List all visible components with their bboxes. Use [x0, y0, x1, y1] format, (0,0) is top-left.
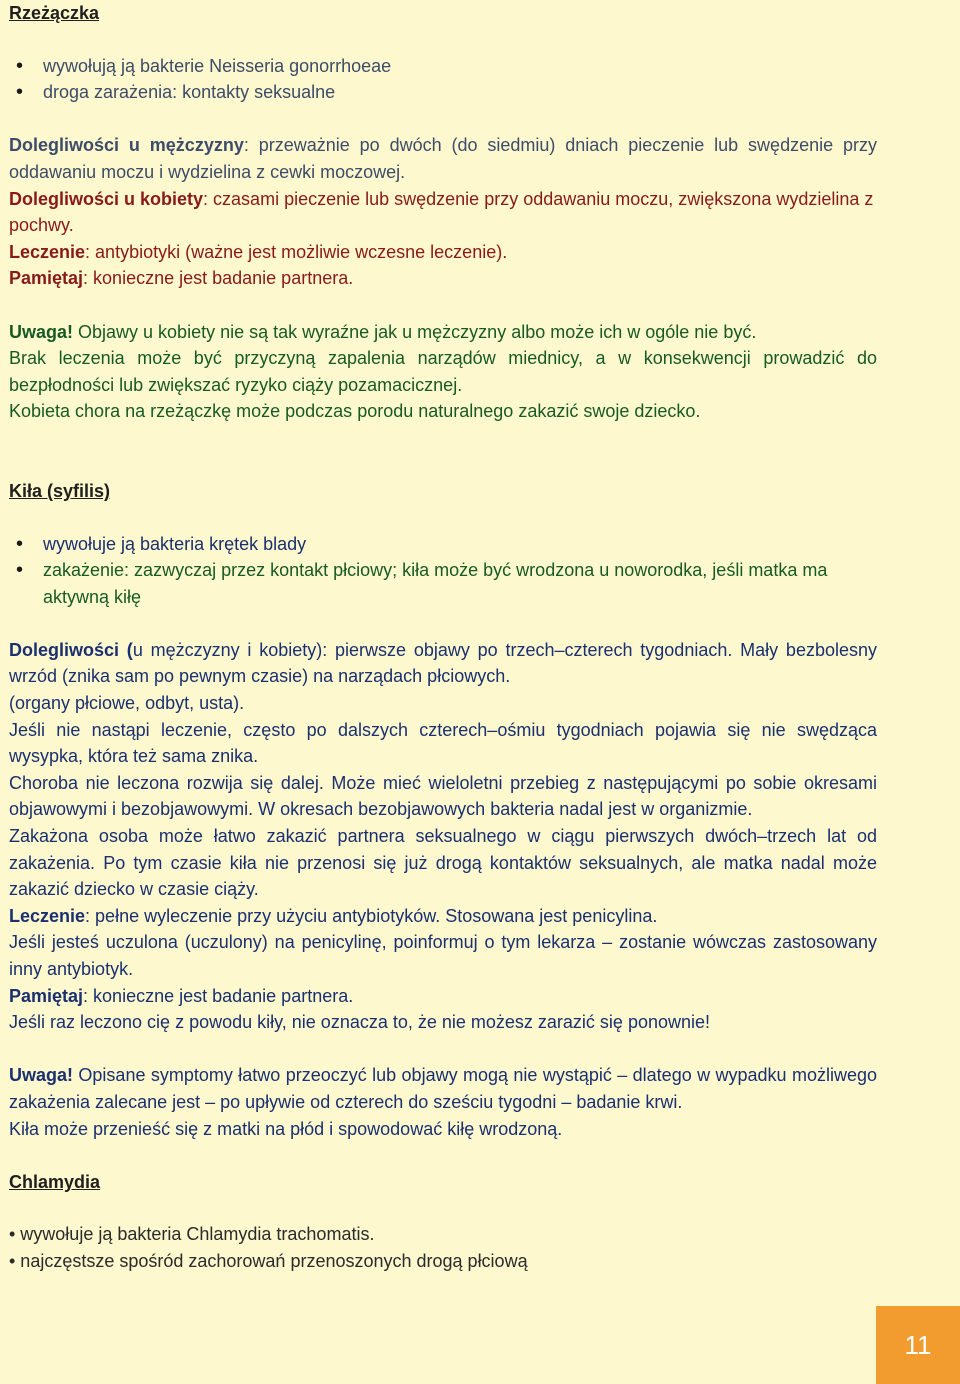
- gonorrhea-women-symptoms: Dolegliwości u kobiety: czasami pieczenie lub swędzenie przy oddawaniu moczu, zwiększona wydzielina z pochwy.: [9, 188, 874, 236]
- chlamydia-line-1: • wywołuje ją bakteria Chlamydia trachomatis.: [9, 1224, 375, 1245]
- gonorrhea-complications: Brak leczenia może być przyczyną zapalenia narządów miednicy, a w konsekwencji prowadzić do bezpłodności lub zwiększać ryzyko ciąży pozamacicznej.: [9, 348, 877, 395]
- syphilis-transmission: Zakażona osoba może łatwo zakazić partnera seksualnego w ciągu pierwszych dwóch–trzech lat od zakażenia. Po tym czasie kiła nie przenosi się już drogą kontaktów seksualnych, ale matka nadal może zakazić dziecko w czasie ciąży.: [9, 826, 877, 900]
- warning-label: Uwaga!: [9, 1065, 74, 1086]
- treatment-label: Leczenie: [9, 241, 86, 262]
- syphilis-reinfection: Jeśli raz leczono cię z powodu kiły, nie oznacza to, że nie możesz zarazić się ponownie!: [9, 1012, 711, 1033]
- syphilis-warning: Uwaga! Opisane symptomy łatwo przeoczyć lub objawy mogą nie wystąpić – dlatego w wypadku możliwego zakażenia zalecane jest – po upływie od czterech do sześciu tygodni – badanie krwi.: [9, 1065, 877, 1112]
- syphilis-congenital: Kiła może przenieść się z matki na płód i spowodować kiłę wrodzoną.: [9, 1118, 563, 1139]
- syphilis-bullet-list: [9, 531, 877, 611]
- list-item: • zakażenie: zazwyczaj przez kontakt płciowy; kiła może być wrodzona u noworodka, jeśli matka ma aktywną kiłę: [9, 557, 877, 610]
- gonorrhea-birth-risk: Kobieta chora na rzeżączkę może podczas porodu naturalnego zakazić swoje dziecko.: [9, 401, 701, 422]
- syphilis-remember: Pamiętaj: konieczne jest badanie partnera.: [9, 985, 354, 1006]
- gonorrhea-treatment: Leczenie: antybiotyki (ważne jest możliwie wczesne leczenie).: [9, 241, 508, 262]
- syphilis-symptoms: Dolegliwości (u mężczyzny i kobiety): pierwsze objawy po trzech–czterech tygodniach. Mały bezbolesny wrzód (znika sam po pewnym czasie) na narządach płciowych.: [9, 639, 877, 687]
- page-number-badge: [876, 1306, 960, 1384]
- gonorrhea-bullet-list: [9, 53, 877, 106]
- chlamydia-line-2: • najczęstsze spośród zachorowań przenoszonych drogą płciową: [9, 1250, 528, 1271]
- syphilis-organs: (organy płciowe, odbyt, usta).: [9, 693, 245, 714]
- list-item: • wywołuje ją bakteria krętek blady: [9, 531, 877, 558]
- syphilis-allergy: Jeśli jesteś uczulona (uczulony) na penicylinę, poinformuj o tym lekarza – zostanie wówczas zastosowany inny antybiotyk.: [9, 932, 877, 979]
- gonorrhea-men-symptoms: Dolegliwości u mężczyzny: przeważnie po dwóch (do siedmiu) dniach pieczenie lub swędzenie przy oddawaniu moczu i wydzielina z cewki moczowej.: [9, 135, 877, 182]
- gonorrhea-remember: Pamiętaj: konieczne jest badanie partnera.: [9, 268, 354, 289]
- section-heading-syphilis: Kiła (syfilis): [9, 480, 111, 501]
- women-symptoms-label: Dolegliwości u kobiety: [9, 188, 204, 209]
- gonorrhea-warning: Uwaga! Objawy u kobiety nie są tak wyraźne jak u mężczyzny albo może ich w ogóle nie być.: [9, 321, 757, 342]
- syphilis-treatment: Leczenie: pełne wyleczenie przy użyciu antybiotyków. Stosowana jest penicylina.: [9, 905, 658, 926]
- list-item: • wywołują ją bakterie Neisseria gonorrhoeae: [9, 53, 877, 80]
- treatment-label: Leczenie: [9, 905, 86, 926]
- remember-label: Pamiętaj: [9, 268, 84, 289]
- page-number: 11: [904, 1329, 932, 1360]
- men-symptoms-label: Dolegliwości u mężczyzny: [9, 135, 244, 156]
- list-item: • droga zarażenia: kontakty seksualne: [9, 79, 877, 106]
- warning-label: Uwaga!: [9, 321, 74, 342]
- section-heading-chlamydia: Chlamydia: [9, 1171, 101, 1192]
- symptoms-label: Dolegliwości (: [9, 639, 133, 660]
- syphilis-rash: Jeśli nie nastąpi leczenie, często po dalszych czterech–ośmiu tygodniach pojawia się nie swędząca wysypka, która też sama znika.: [9, 719, 877, 767]
- page-content: [9, 0, 877, 1275]
- remember-label: Pamiętaj: [9, 985, 84, 1006]
- syphilis-progression: Choroba nie leczona rozwija się dalej. Może mieć wieloletni przebieg z następującymi po sobie okresami objawowymi i bezobjawowymi. W okresach bezobjawowych bakteria nadal jest w organizmie.: [9, 772, 877, 820]
- section-heading-gonorrhea: Rzeżączka: [9, 3, 100, 23]
